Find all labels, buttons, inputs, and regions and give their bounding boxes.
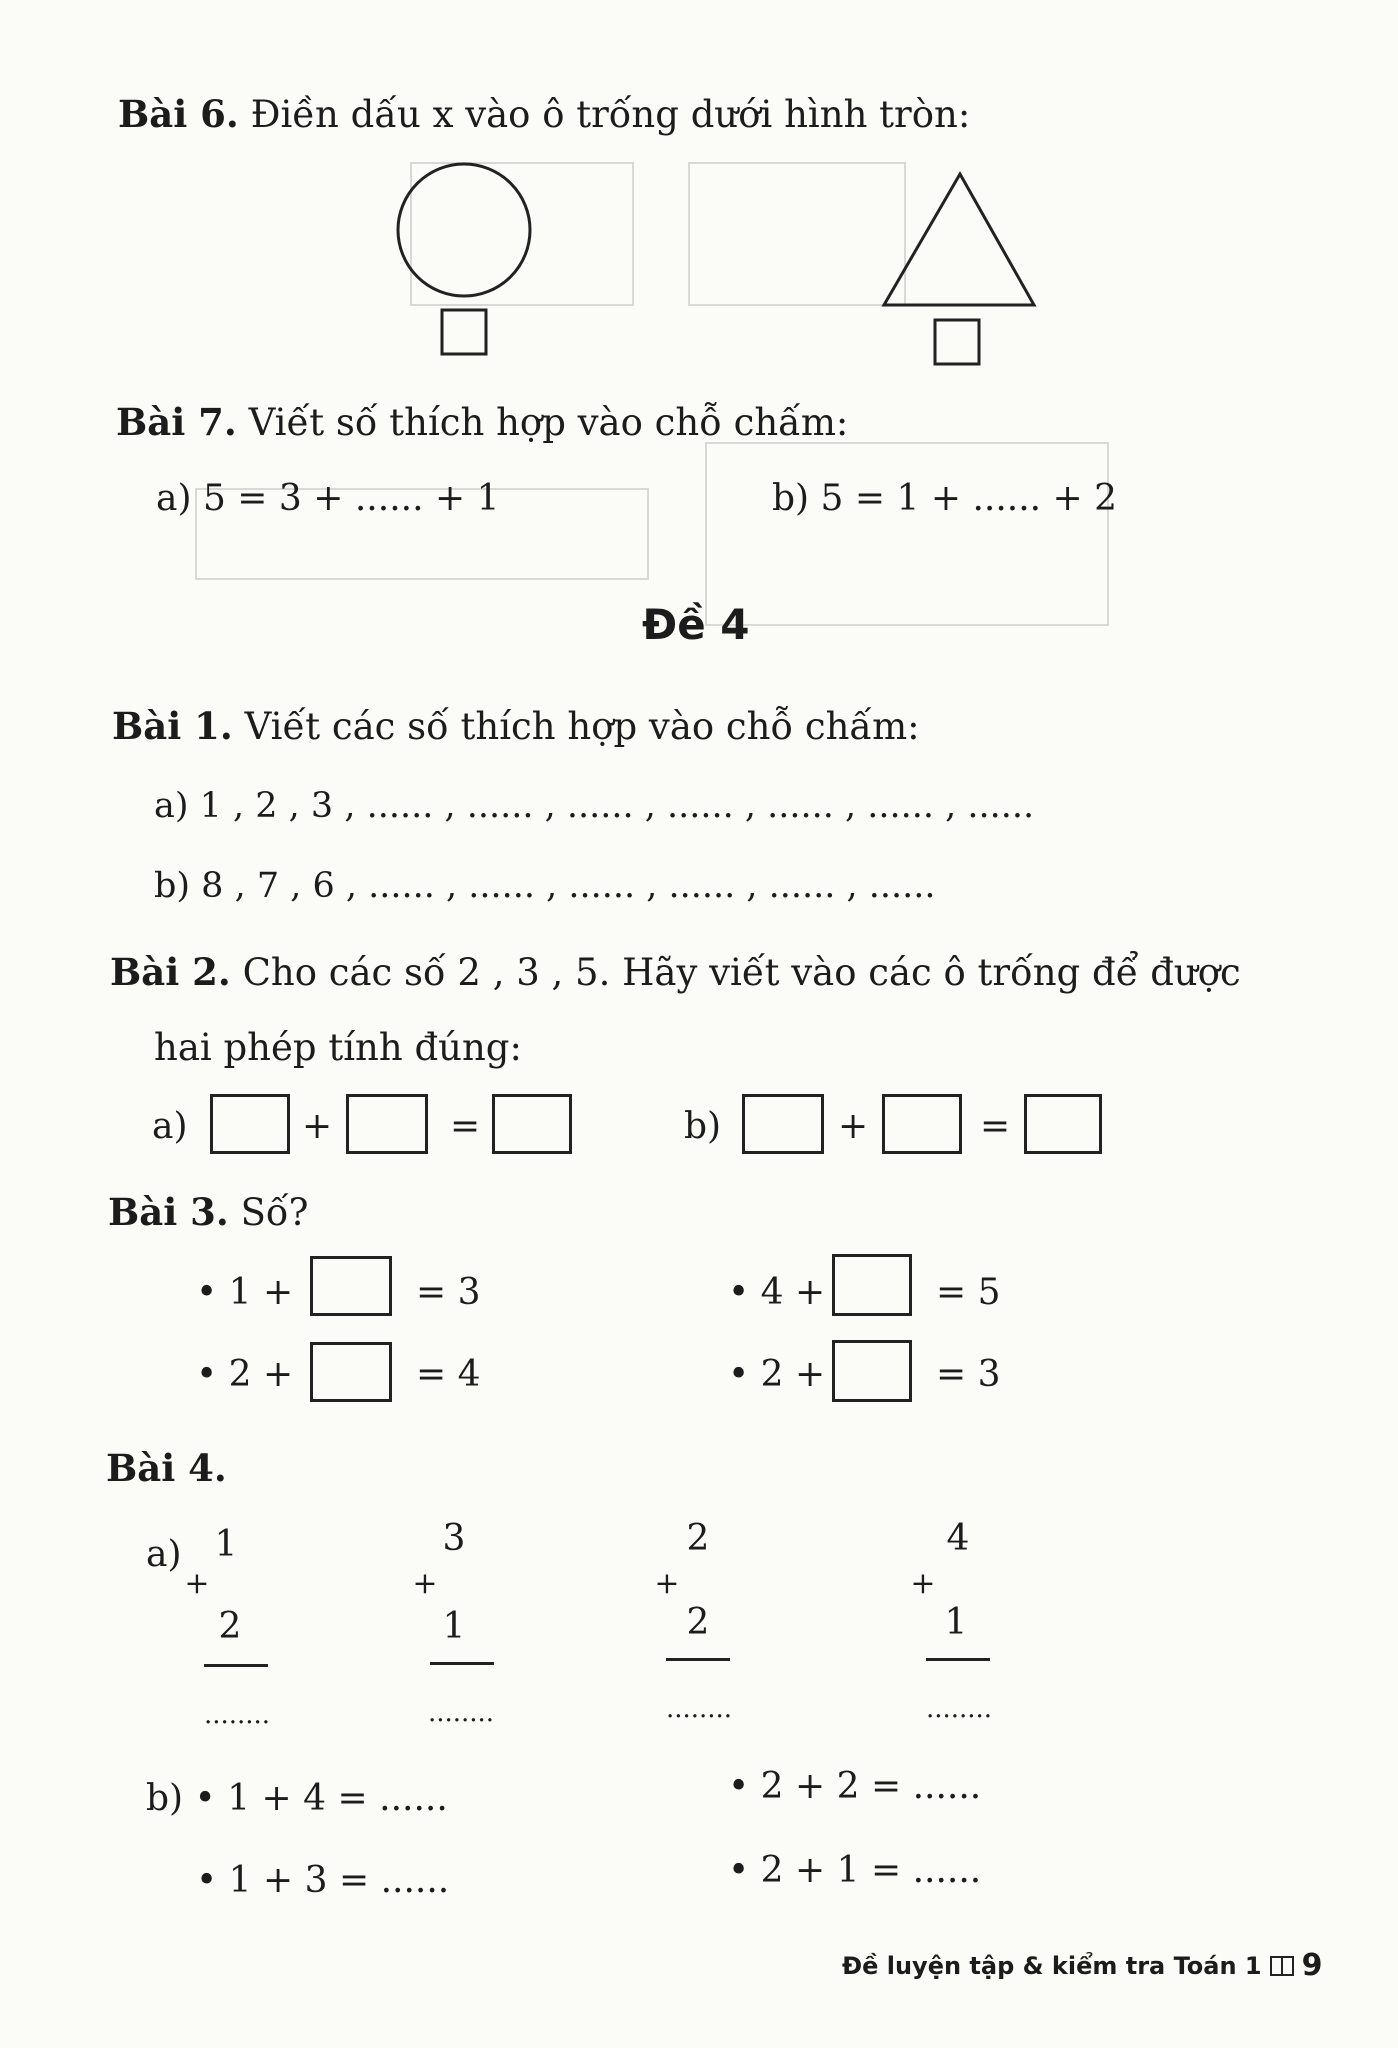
d4-bai4-b1: b) • 1 + 4 = ...... [146, 1778, 448, 1819]
d4-bai1-a: a) 1 , 2 , 3 , ...... , ...... , ...... , ...... , ...... , ...... , ...... [154, 786, 1035, 826]
d4-bai2-a-label: a) [152, 1106, 188, 1147]
plus-sign: + [910, 1566, 936, 1601]
page-number: 9 [1301, 1948, 1323, 1983]
equals-sign: = [980, 1106, 1011, 1147]
d4-bai3-row3-box[interactable] [310, 1342, 392, 1402]
sum-dots: ........ [427, 1698, 495, 1728]
addend-bottom: 2 [218, 1606, 242, 1647]
addend-bottom: 1 [442, 1606, 466, 1647]
d4-bai4-b2: • 2 + 2 = ...... [728, 1766, 982, 1807]
d4-bai3-row1-box[interactable] [310, 1256, 392, 1316]
d4-bai1-heading [112, 704, 920, 748]
bai6-shapes [390, 160, 1070, 370]
addend-top: 2 [686, 1518, 710, 1559]
addend-bottom: 2 [686, 1602, 710, 1643]
book-icon [1270, 1956, 1294, 1976]
d4-bai2-b-box3[interactable] [1024, 1094, 1102, 1154]
plus-sign: + [302, 1106, 333, 1147]
plus-sign: + [412, 1566, 438, 1601]
d4-bai3-row4-box[interactable] [832, 1340, 912, 1402]
plus-sign: + [838, 1106, 869, 1147]
bai6-label: Bài 6. [118, 92, 239, 136]
d4-bai3-row1-right: = 3 [416, 1272, 481, 1313]
sum-dots: ........ [203, 1700, 271, 1730]
sum-dots: ........ [665, 1694, 733, 1724]
sum-line [666, 1658, 730, 1661]
footer-text: Đề luyện tập & kiểm tra Toán 1 [842, 1951, 1262, 1980]
bai7-a: a) 5 = 3 + ...... + 1 [156, 478, 500, 519]
bai7-b: b) 5 = 1 + ...... + 2 [772, 478, 1118, 519]
show-through [705, 442, 1109, 626]
d4-bai2-a-box1[interactable] [210, 1094, 290, 1154]
vertical-addition-4 [908, 1518, 1008, 1744]
d4-bai3-row2-right: = 5 [936, 1272, 1001, 1313]
d4-bai4-heading [106, 1446, 227, 1490]
d4-bai4-b4: • 2 + 1 = ...... [728, 1850, 982, 1891]
d4-bai3-row2-box[interactable] [832, 1254, 912, 1316]
addend-top: 1 [214, 1524, 238, 1565]
circle-shape [398, 164, 530, 296]
plus-sign: + [184, 1566, 210, 1601]
answer-box-triangle[interactable] [935, 320, 979, 364]
d4-bai2-text2: hai phép tính đúng: [154, 1026, 522, 1069]
d4-bai4-label: Bài 4. [106, 1446, 227, 1490]
d4-bai3-row4-left: • 2 + [728, 1354, 826, 1395]
equals-sign: = [450, 1106, 481, 1147]
d4-bai3-row3-left: • 2 + [196, 1354, 294, 1395]
plus-sign: + [654, 1566, 680, 1601]
addend-bottom: 1 [944, 1602, 968, 1643]
d4-bai2-a-box2[interactable] [346, 1094, 428, 1154]
d4-bai1-b: b) 8 , 7 , 6 , ...... , ...... , ...... , ...... , ...... , ...... [154, 866, 936, 906]
d4-bai3-label: Bài 3. [108, 1190, 229, 1234]
bai7-label: Bài 7. [116, 400, 237, 444]
d4-bai1-text: Viết các số thích hợp vào chỗ chấm: [244, 705, 920, 748]
d4-bai3-row1-left: • 1 + [196, 1272, 294, 1313]
bai6-text: Điền dấu x vào ô trống dưới hình tròn: [250, 93, 971, 136]
page-footer [842, 1948, 1322, 1983]
d4-bai3-row2-left: • 4 + [728, 1272, 826, 1313]
sum-line [926, 1658, 990, 1661]
d4-bai3-row4-right: = 3 [936, 1354, 1001, 1395]
vertical-addition-1 [184, 1524, 288, 1744]
d4-bai2-a-box3[interactable] [492, 1094, 572, 1154]
vertical-addition-2 [412, 1518, 512, 1744]
d4-bai2-heading [110, 950, 1241, 994]
bai7-heading [116, 400, 848, 444]
d4-bai2-label: Bài 2. [110, 950, 231, 994]
sum-line [204, 1664, 268, 1667]
bai6-heading [118, 92, 970, 136]
addend-top: 4 [946, 1518, 970, 1559]
d4-bai4-a-label: a) [146, 1534, 182, 1575]
d4-bai3-text: Số? [240, 1191, 309, 1234]
d4-bai4-b3: • 1 + 3 = ...... [196, 1860, 450, 1901]
bai7-text: Viết số thích hợp vào chỗ chấm: [248, 401, 849, 444]
vertical-addition-3 [652, 1518, 752, 1744]
sum-line [430, 1662, 494, 1665]
d4-bai2-b-box2[interactable] [882, 1094, 962, 1154]
d4-bai3-row3-right: = 4 [416, 1354, 481, 1395]
addend-top: 3 [442, 1518, 466, 1559]
d4-bai2-b-box1[interactable] [742, 1094, 824, 1154]
d4-bai2-b-label: b) [684, 1106, 722, 1147]
de4-title: Đề 4 [642, 600, 750, 649]
d4-bai3-heading [108, 1190, 308, 1234]
d4-bai1-label: Bài 1. [112, 704, 233, 748]
triangle-shape [884, 174, 1034, 305]
d4-bai2-text1: Cho các số 2 , 3 , 5. Hãy viết vào các ô trống để được [242, 951, 1241, 994]
sum-dots: ........ [925, 1694, 993, 1724]
answer-box-circle[interactable] [442, 310, 486, 354]
